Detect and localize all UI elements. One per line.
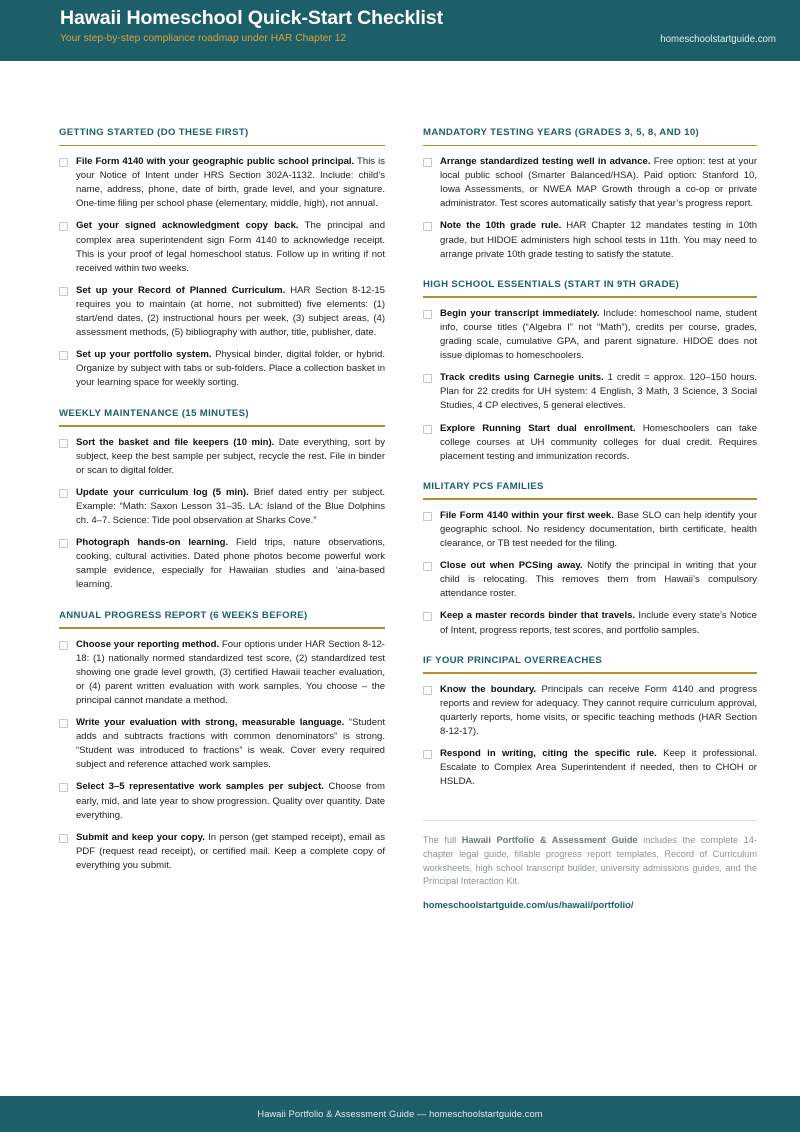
section-heading: WEEKLY MAINTENANCE (15 MINUTES) [59,407,249,419]
checklist-section [423,127,757,262]
section-heading: IF YOUR PRINCIPAL OVERREACHES [423,654,603,666]
checklist-item-lead: Get your signed acknowledgment copy back. [76,220,299,232]
checkbox-icon[interactable] [423,222,432,231]
checklist-item[interactable] [59,716,385,772]
checklist-item[interactable] [423,609,757,637]
checklist-item[interactable] [59,831,385,873]
checklist-item-text [440,509,757,551]
right-column [423,127,757,910]
checkbox-icon[interactable] [423,612,432,621]
promo-block [423,820,757,909]
checklist-item-lead: Sort the basket and file keepers (10 min). [76,436,275,448]
checklist-item-text [76,716,385,772]
checklist-item-body: This is your Notice of Intent under HRS Section 302A-1132. Include: child’s name, address, phone, date of birth, grade level, and your signature. One-time filing per school phase (elementary, middle, high), not annual. [76,156,385,210]
checklist-item-text [76,348,385,390]
checklist-item-text [76,638,385,708]
checkbox-icon[interactable] [423,686,432,695]
checkbox-icon[interactable] [59,222,68,231]
checklist-item-body: The principal and complex area superintendent sign Form 4140 to acknowledge receipt. This is your proof of legal homeschool status. Follow up in writing if not received within two weeks. [76,220,385,274]
checklist-item-lead: Track credits using Carnegie units. [440,372,604,384]
checklist-item-body: HAR Chapter 12 mandates testing in 10th grade, but HIDOE administers high school tests in 11th. You may need to arrange private 10th grade testing to satisfy the statute. [440,220,758,260]
checklist-item[interactable] [59,284,385,340]
checklist-item-body: Base SLO can help identify your geographic school. No residency documentation, birth certificate, health clearance, or TB test needed for the filing. [440,509,757,550]
checkbox-icon[interactable] [423,512,432,521]
checklist-item-lead: Set up your Record of Planned Curriculum. [76,284,286,296]
checklist-item-body: Keep it professional. Escalate to Complex Area Superintendent if needed, then to CHOH or HSLDA. [440,748,757,788]
checklist-section [423,481,757,638]
checkbox-icon[interactable] [423,158,432,167]
checklist-section [423,279,757,464]
section-heading: ANNUAL PROGRESS REPORT (6 WEEKS BEFORE) [59,609,308,621]
checklist-item[interactable] [59,780,385,822]
checklist-item-lead: File Form 4140 with your geographic public school principal. [76,156,355,168]
section-divider [59,145,385,147]
checklist-item-text [440,683,757,739]
checklist-item-body: Choose from early, mid, and late year to show progression. Quality over quantity. Date everything. [76,781,385,821]
checklist-item-text [440,422,757,464]
promo-description [423,834,757,888]
section-divider [423,498,757,500]
checkbox-icon[interactable] [59,783,68,792]
left-column [59,127,385,873]
checklist-item-lead: Arrange standardized testing well in advance. [440,156,651,168]
checkbox-icon[interactable] [59,719,68,728]
page-header [0,0,800,61]
section-heading: GETTING STARTED (DO THESE FIRST) [59,127,249,138]
checklist-item-body: In person (get stamped receipt), email as PDF (request read receipt), or certified mail. Keep a complete copy of everything you submit. [76,831,385,871]
checklist-item-lead: Explore Running Start dual enrollment. [440,422,636,434]
checkbox-icon[interactable] [423,374,432,383]
checklist-item-text [440,371,757,413]
section-heading: MANDATORY TESTING YEARS (GRADES 3, 5, 8, AND 10) [423,127,700,138]
promo-suffix: includes the complete 14-chapter legal guide, fillable progress report templates, Record of Curriculum worksheets, high school transcript builder, university admissions guides, and the Principal Interaction Kit. [423,835,758,887]
checklist-item[interactable] [423,683,757,739]
checklist-item-text [76,486,385,528]
checklist-item-text [76,536,385,592]
section-divider [423,672,757,674]
promo-product-name: Hawaii Portfolio & Assessment Guide [461,835,638,846]
checklist-item-text [76,831,385,873]
checklist-item-body: Date everything, sort by subject, keep the best sample per subject, recycle the rest. File in binder or scan to digital folder. [76,436,386,476]
checklist-item-lead: Submit and keep your copy. [76,831,205,843]
promo-link[interactable]: homeschoolstartguide.com/us/hawaii/portfolio/ [423,898,634,910]
checklist-item[interactable] [59,155,385,211]
page-footer [0,1096,800,1132]
checklist-item[interactable] [423,371,757,413]
checklist-item-body: Include: homeschool name, student info, course titles (“Algebra I” not “Math”), credits per course, grades, grading scale, cumulative GPA, and parent signature. HIDOE does not issue diplomas to homeschoolers. [440,307,757,362]
checklist-item-lead: Choose your reporting method. [76,638,220,650]
checklist-item-lead: Set up your portfolio system. [76,349,212,361]
checklist-item[interactable] [59,436,385,478]
checklist-item-text [76,219,385,275]
checklist-item-lead: Select 3–5 representative work samples per subject. [76,781,324,793]
checklist-item[interactable] [423,559,757,601]
checklist-item-body: Principals can receive Form 4140 and progress reports and review for adequacy. They cannot require curriculum approval, quarterly reports, home visits, or specific teaching methods (HAR Section 8-12-17). [440,683,757,737]
checkbox-icon[interactable] [59,287,68,296]
checklist-item-body: Homeschoolers can take college courses at UH community colleges for dual credit. Requires placement testing and immunization records. [440,422,758,462]
section-divider [59,627,385,629]
checklist-item[interactable] [423,307,757,363]
content-area [0,61,800,1096]
checkbox-icon[interactable] [423,750,432,759]
checklist-item-body: Field trips, nature observations, cooking, cultural activities. Dated phone photos become powerful work sample evidence, especially for Hawaiian studies and ʻaina-based learning. [76,537,386,591]
checklist-item-lead: Begin your transcript immediately. [440,307,600,319]
checklist-item-body: “Student adds and subtracts fractions with common denominators” is strong. “Student was introduced to fractions” is weak. Cover every required subject and reference attached work samples. [76,717,385,771]
checkbox-icon[interactable] [59,489,68,498]
footer-text: Hawaii Portfolio & Assessment Guide — homeschoolstartguide.com [257,1109,543,1119]
checklist-item-text [440,559,757,601]
checklist-item[interactable] [423,155,757,211]
checklist-item-body: Physical binder, digital folder, or hybrid. Organize by subject with tabs or sub-folders. Place a collection basket in your learning space for weekly sorting. [76,349,385,389]
page-subtitle: Your step-by-step compliance roadmap under HAR Chapter 12 [60,33,347,44]
checklist-item-body: Four options under HAR Section 8-12-18: (1) nationally normed standardized test score, (2) standardized test showing one grade level growth, (3) certified Hawaii teacher evaluation, or (4) parent written evaluation with work samples. You choose – the principal cannot mandate a method. [76,638,385,706]
checklist-item[interactable] [423,509,757,551]
checklist-item[interactable] [423,422,757,464]
checklist-item[interactable] [59,219,385,275]
checklist-item-body: Brief dated entry per subject. Example: “Math: Saxon Lesson 31–35. LA: Island of the Blue Dolphins ch. 4–7. Science: Tide pool observation at Sharks Cove.” [76,486,385,527]
checkbox-icon[interactable] [59,834,68,843]
checklist-item[interactable] [423,747,757,789]
page-title: Hawaii Homeschool Quick-Start Checklist [60,7,443,29]
checklist-item-lead: Update your curriculum log (5 min). [76,486,249,498]
checklist-item-text [76,155,385,211]
checklist-item[interactable] [59,536,385,592]
checklist-item-text [440,747,757,789]
checklist-item-text [440,307,757,363]
checkbox-icon[interactable] [59,351,68,360]
section-heading: MILITARY PCS FAMILIES [423,480,544,492]
section-divider [423,145,757,147]
checklist-item-text [76,436,385,478]
checklist-section [59,127,385,391]
section-heading: HIGH SCHOOL ESSENTIALS (START IN 9TH GRADE) [423,278,680,290]
checklist-item-lead: Write your evaluation with strong, measurable language. [76,717,345,729]
checklist-item-body: Notify the principal in writing that your child is relocating. This removes them from Hawaii’s compulsory attendance roster. [440,560,757,600]
checklist-item-body: HAR Section 8-12-15 requires you to maintain (at home, not submitted) five elements: (1) start/end dates, (2) instructional hours per week, (3) subject areas, (4) assessment methods, (5) bibliography with author, title, publisher, date. [76,284,385,339]
checkbox-icon[interactable] [423,310,432,319]
checklist-item-text [440,219,757,261]
checklist-section [59,408,385,593]
promo-prefix: The full [423,835,462,846]
checklist-item-lead: Know the boundary. [440,683,537,695]
checklist-section [59,610,385,874]
checkbox-icon[interactable] [59,641,68,650]
checklist-item-lead: Keep a master records binder that travels. [440,610,636,622]
checkbox-icon[interactable] [59,439,68,448]
checkbox-icon[interactable] [423,425,432,434]
checklist-item-body: 1 credit = approx. 120–150 hours. Plan for 22 credits for UH system: 4 English, 3 Math, 3 Science, 3 Social Studies, 4 CP electives, 5 general electives. [440,372,757,412]
checklist-item[interactable] [59,348,385,390]
checklist-item[interactable] [59,486,385,528]
section-divider [59,425,385,427]
checklist-item-body: Include every state’s Notice of Intent, progress reports, test scores, and portfolio samples. [440,610,757,636]
checklist-item-body: Free option: test at your local public school (Smarter Balanced/HSA). Paid option: Stanford 10, Iowa Assessments, or NWEA MAP Growth through a co-op or private administrator. Test scores automatically satisfy that year’s progress report. [440,156,758,210]
checklist-item-text [440,155,757,211]
checklist-item-text [76,780,385,822]
checklist-item-lead: Close out when PCSing away. [440,560,583,572]
checkbox-icon[interactable] [423,562,432,571]
checkbox-icon[interactable] [59,539,68,548]
checklist-item-lead: Photograph hands-on learning. [76,537,229,549]
checklist-item-lead: Respond in writing, citing the specific rule. [440,748,657,760]
checklist-item-text [76,284,385,340]
checklist-item-lead: Note the 10th grade rule. [440,220,562,232]
checklist-section [423,655,757,790]
checklist-item[interactable] [59,638,385,708]
checklist-item-text [440,609,757,637]
checkbox-icon[interactable] [59,158,68,167]
checklist-item[interactable] [423,219,757,261]
header-site-url: homeschoolstartguide.com [660,34,776,45]
checklist-item-lead: File Form 4140 within your first week. [440,509,614,521]
section-divider [423,296,757,298]
